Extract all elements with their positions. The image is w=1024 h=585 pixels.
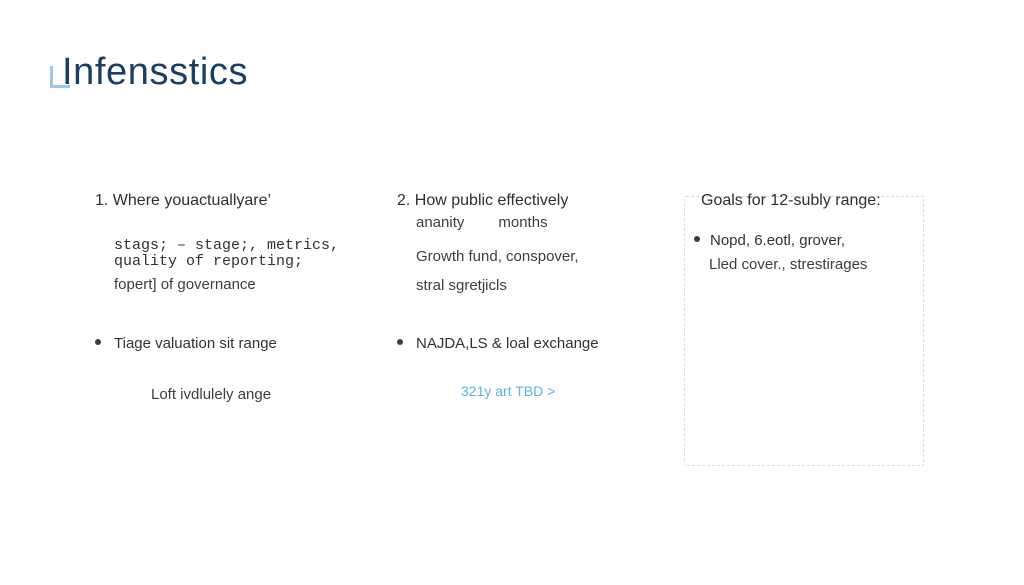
column-2-body-2: stral sgretjicls	[416, 277, 507, 294]
column-2-bullet	[397, 334, 599, 354]
page-title: Infensstics	[62, 51, 249, 93]
column-1-heading: 1. Where youactuallyare’	[95, 192, 272, 209]
column-3-bullet-1	[694, 231, 845, 251]
column-current-state	[95, 190, 355, 294]
column-2-body-1: Growth fund, conspover,	[416, 248, 579, 265]
column-2-heading: 2. How public effectively	[397, 192, 569, 209]
bullet-icon	[694, 236, 700, 242]
column-3-heading: Goals for 12-subly range:	[701, 192, 881, 209]
column-1-bullet-text: Tiage valuation sit range	[114, 335, 277, 352]
bullet-icon	[95, 339, 101, 345]
column-2-bullet-text: NAJDA,LS & loal exchange	[416, 335, 599, 352]
column-1-line-2: quality of reporting;	[114, 253, 304, 270]
column-1-footer: Loft ivdlulely ange	[151, 386, 272, 403]
column-1-line-3: fopert] of governance	[114, 276, 256, 293]
column-1-bullet	[95, 334, 277, 354]
column-2-sub-b: months	[498, 214, 548, 231]
bullet-icon	[397, 339, 403, 345]
column-3-bullet-1-text: Nopd, 6.eotl, grover,	[710, 232, 846, 249]
column-public-path	[397, 190, 657, 295]
column-2-sub-a: ananity	[416, 214, 465, 231]
column-1-line-1: stags; – stage;, metrics,	[114, 237, 340, 254]
column-3-bullet-2: Lled cover., strestirages	[709, 256, 868, 273]
tbd-link[interactable]: 321y art TBD >	[461, 383, 556, 399]
column-2-subheading	[416, 212, 657, 234]
